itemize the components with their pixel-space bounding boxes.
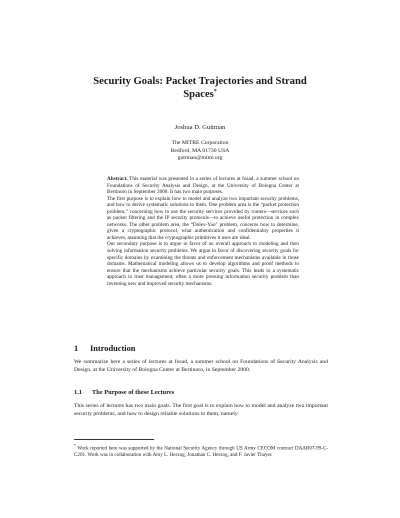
abstract-paragraph-2: The first purpose is to explain how to model and analyze two important security problems, and how to derive systematic solutions to them. One problem area is the “packet protection problem,” concerning how to use the security services provided by routers—services such as packet filtering and the IP security protocols—to achieve useful protection in complex networks. The other problem area, the “Dolev-Yao” problem, concerns how to determine, given a cryptographic protocol, what authentication and confidentiality properties it achieves, assuming that the cryptographic primitives it uses are ideal. [107, 195, 299, 241]
affiliation-org: The MITRE Corporation [171, 140, 229, 146]
paper-title [80, 75, 320, 102]
abstract [107, 176, 299, 287]
section-number: 1 [74, 344, 79, 353]
footnote-mark: * [74, 443, 76, 448]
abstract-paragraph-3: Our secondary purpose is to argue in favor of an overall approach to modeling and then solving information security problems. We argue in favor of discovering security goals for specific domains by examining the threats and enforcement mechanisms available in those domains. Mathematical modeling allows us to develop algorithms and proof methods to ensure that the mechanisms achieve particular security goals. This leads to a systematic approach to trust management, often a more pressing information security problem than inventing new and improved security mechanisms. [107, 241, 299, 287]
subsection-number: 1.1 [74, 389, 82, 396]
subsection-title: The Purpose of these Lectures [92, 389, 175, 396]
abstract-label: Abstract. [107, 176, 128, 182]
title-footnote-mark: * [213, 89, 217, 96]
footnote-text: Work reported here was supported by the National Security Agency through US Army CECOM contract DAAB07-99-C-C201. Work was in collaboration with Amy L. Herzog, Jonathan C. Herzog, and F. Javier Thayer. [74, 445, 328, 459]
subsection-paragraph: This series of lectures has two main goals. The first goal is to explain how to model and analyze two important security problems, and how to design reliable solutions to them, namely: [74, 403, 328, 417]
footnote-rule [74, 439, 154, 440]
section-paragraph: We summarize here a series of lectures at fosad, a summer school on Foundations of Security Analysis and Design, at the University of Bologna Center at Bertinoro, in September 2000. [74, 359, 328, 373]
section-heading [74, 344, 135, 353]
affiliation-block [80, 140, 320, 163]
abstract-paragraph-1 [107, 176, 299, 196]
affiliation-address: Bedford, MA 01730 USA [170, 147, 230, 154]
paper-title-text: Security Goals: Packet Trajectories and Strand Spaces [93, 76, 307, 101]
affiliation-email: guttman@mitre.org [177, 155, 223, 162]
abstract-paragraph-1-text: This material was presented in a series of lectures at fosad, a summer school on Foundations of Security Analysis and Design, at the University of Bologna Center at Bertinoro in September 2000. It has two main purposes. [107, 176, 299, 196]
author-name: Joshua D. Guttman [174, 124, 226, 131]
footnote [74, 443, 328, 459]
section-title: Introduction [90, 344, 136, 353]
subsection-heading [74, 389, 174, 396]
